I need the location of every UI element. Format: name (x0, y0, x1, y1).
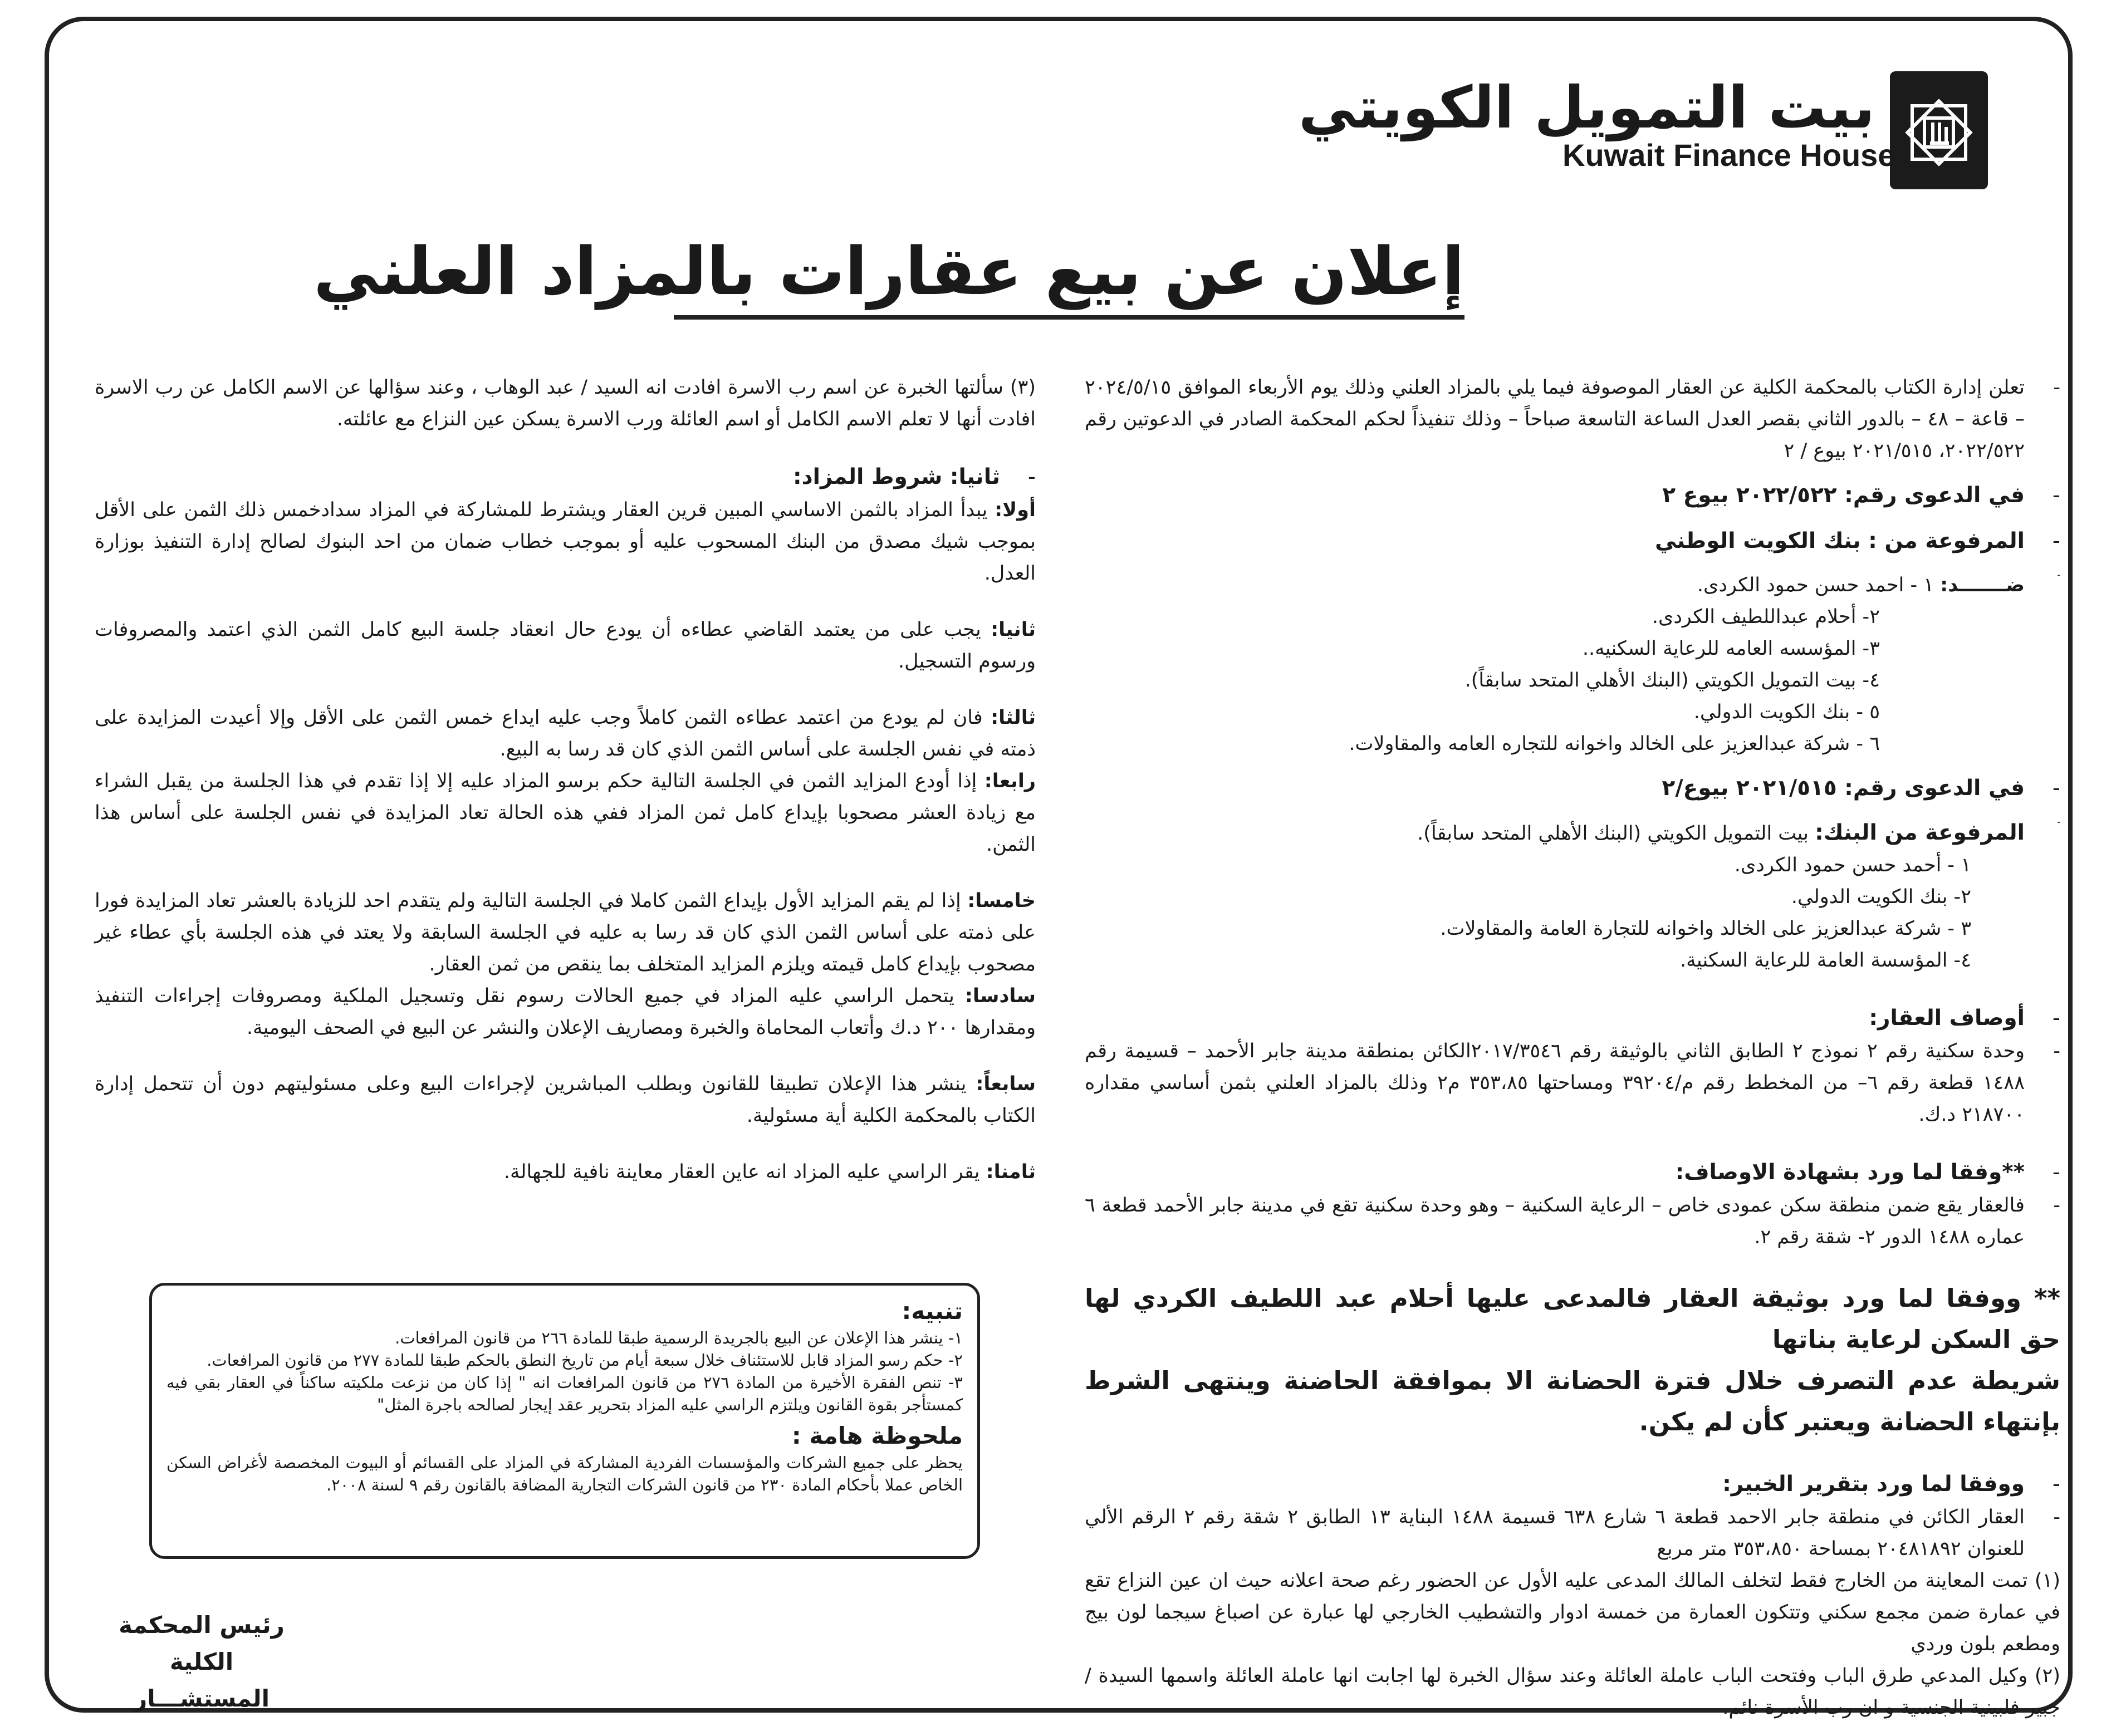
case2-plaintiff-label: المرفوعة من البنك: (1815, 820, 2025, 845)
list-item: ٣- المؤسسه العامه للرعاية السكنيه.. (1582, 637, 1880, 660)
expert-point-3: (٣) سألتها الخبرة عن اسم رب الاسرة افادت انه السيد / عبد الوهاب ، وعند سؤالها عن الاسم الكامل عن رب الاسرة افادت أنها لا تعلم الاسم الكامل أو اسم العائلة ورب الاسرة يسكن عين النزاع مع عائلته. (95, 376, 1036, 430)
notice-item: ٣- تنص الفقرة الأخيرة من المادة ٢٧٦ من قانون المرافعات انه " إذا كان من نزعت ملكيته ساكناً في العقار بقي فيه كمستأجر بقوة القانون ويلتزم الراسي عليه المزاد بتحرير عقد إيجار لصالحه باجرة المثل" (166, 1373, 963, 1414)
description-text: - وحدة سكنية رقم ٢ نموذج ٢ الطابق الثاني بالوثيقة رقم ٢٠١٧/٣٥٤٦الكائن بمنطقة مدينة جابر الأحمد – قسيمة رقم ١٤٨٨ قطعة رقم ٦– من المخطط رقم م/٣٩٢٠٤ ومساحتها ٣٥٣،٨٥ م٢ وذلك بالمزاد العلني بثمن أساسي مقداره ٢١٨٧٠٠ د.ك. (1085, 1036, 2060, 1131)
list-item: ٣ - شركة عبدالعزيز على الخالد واخوانه للتجارة العامة والمقاولات. (1440, 918, 1971, 940)
list-item: ٥ - بنك الكويت الدولي. (1693, 701, 1880, 723)
page-title: إعلان عن بيع عقارات بالمزاد العلني (314, 233, 1464, 310)
important-note-text: يحظر على جميع الشركات والمؤسسات الفردية المشاركة في المزاد على القسائم أو البيوت المخصصة لأغراض السكن الخاص عملا بأحكام المادة ٢٣٠ من قانون الشركات التجارية المضافة بالقانون رقم ٩ لسنة ٢٠٠٨. (166, 1453, 963, 1494)
expert-point-1: (١) تمت المعاينة من الخارج فقط لتخلف المالك المدعى عليه الأول عن الحضور رغم صحة اعلانه حيث ان عين النزاع تقع في عمارة ضمن مجمع سكني وتتكون العمارة من خمسة ادوار والتشطيب الخارجي لها عبارة عن اصباغ سيجما لون بيج ومطعم بلون وردي (1085, 1570, 2060, 1655)
list-item: ١ - أحمد حسن حمود الكردى. (1734, 854, 1971, 876)
list-item: ١ - احمد حسن حمود الكردى. (1697, 574, 1934, 596)
notice-box (149, 1283, 980, 1559)
list-item: ٦ - شركة عبدالعزيز على الخالد واخوانه للتجاره العامه والمقاولات. (1349, 733, 1880, 755)
signature-block (96, 1607, 307, 1717)
list-item: ٢- أحلام عبداللطيف الكردى. (1652, 606, 1880, 628)
brand-name-arabic: بيت التمويل الكويتي (1298, 73, 1875, 141)
case1-plaintiff: - المرفوعة من : بنك الكويت الوطني (1085, 524, 2060, 558)
certificate-heading: - **وفقا لما ورد بشهادة الاوصاف: (1085, 1155, 2060, 1190)
case1-number: - في الدعوى رقم: ٢٠٢٢/٥٢٢ بيوع ٢ (1085, 478, 2060, 513)
condition-1: أولا: يبدأ المزاد بالثمن الاساسي المبين قرين العقار ويشترط للمشاركة في المزاد سدادخمس ذلك الثمن على الأقل بموجب شيك مصدق من البنك المسحوب عليه أو بموجب خطاب ضمان من احد البنوك لصالح إدارة التنفيذ بوزارة العدل. (95, 499, 1036, 585)
signature-title: رئيس المحكمة الكلية (119, 1611, 285, 1675)
kfh-logo (1890, 71, 1988, 189)
intro-paragraph: - تعلن إدارة الكتاب بالمحكمة الكلية عن العقار الموصوفة فيما يلي بالمزاد العلني وذلك يوم الأربعاء الموافق ٢٠٢٤/٥/١٥ – قاعة – ٤٨ – بالدور الثاني بقصر العدل الساعة التاسعة صباحاً – وذلك تنفيذاً لحكم المحكمة الصادر في الدعوتين رقم ٢٠٢٢/٥٢٢، ٢٠٢١/٥١٥ بيوع / ٢ (1085, 372, 2060, 467)
title-underline (674, 315, 1464, 320)
notice-heading: تنبيه: (902, 1297, 963, 1325)
condition-6: سادسا: يتحمل الراسي عليه المزاد في جميع الحالات رسوم نقل وتسجيل الملكية ومصروفات إجراءات التنفيذ ومقدارها ٢٠٠ د.ك وأتعاب المحاماة والخبرة ومصاريف الإعلان والنشر عن البيع في الصحف اليومية. (95, 985, 1036, 1039)
case2-plaintiff-name: بيت التمويل الكويتي (البنك الأهلي المتحد سابقاً). (1417, 822, 1809, 845)
certificate-text: - فالعقار يقع ضمن منطقة سكن عمودى خاص – الرعاية السكنية – وهو وحدة سكنية تقع في مدينة جابر الأحمد قطعة ٦ عماره ١٤٨٨ الدور ٢- شقة رقم ٢. (1085, 1190, 2060, 1253)
condition-2: ثانيا: يجب على من يعتمد القاضي عطاءه أن يودع حال انعقاد جلسة البيع كامل الثمن الذي اعتمد والمصروفات ورسوم التسجيل. (95, 619, 1036, 673)
right-column (1085, 372, 2060, 1724)
condition-7: سابعاً: ينشر هذا الإعلان تطبيقا للقانون وبطلب المباشرين لإجراءات البيع وعلى مسئوليتهم دون أن تتحمل إدارة الكتاب بالمحكمة الكلية أية مسئولية. (95, 1073, 1036, 1127)
notice-item: ٢- حكم رسو المزاد قابل للاستئناف خلال سبعة أيام من تاريخ النطق بالحكم طبقا للمادة ٢٧٧ من قانون المرافعات. (207, 1351, 963, 1370)
condition-8: ثامنا: يقر الراسي عليه المزاد انه عاين العقار معاينة نافية للجهالة. (503, 1161, 1036, 1183)
notice-item: ١- ينشر هذا الإعلان عن البيع بالجريدة الرسمية طبقا للمادة ٢٦٦ من قانون المرافعات. (395, 1328, 963, 1347)
condition-4: رابعا: إذا أودع المزايد الثمن في الجلسة التالية حكم برسو المزاد عليه إلا إذا تقدم في هذا الجلسة من يقبل الشراء مع زيادة العشر مصحوبا بإيداع كامل ثمن المزاد ففي هذه الحالة تعاد المزايدة في نفس الجلسة على أساس هذا الثمن. (95, 770, 1036, 856)
important-note-heading: ملحوظة هامة : (791, 1422, 963, 1449)
deed-notice: ** ووفقا لما ورد بوثيقة العقار فالمدعى عليها أحلام عبد اللطيف الكردي لها حق السكن لرعاية بناتها (1085, 1283, 2060, 1354)
condition-5: خامسا: إذا لم يقم المزايد الأول بإيداع الثمن كاملا في الجلسة التالية ولم يتقدم احد للزيادة بالعشر تعاد المزايدة فورا على ذمته على أساس الثمن الذي كان قد رسا به عليه في الجلسة السابقة ولا يعتد في هذه الجلسة بأي عطاء غير مصحوب بإيداع كامل قيمته ويلزم المزايد المتخلف بما ينقص من ثمن العقار. (95, 890, 1036, 975)
description-heading: - أوصاف العقار: (1085, 1001, 2060, 1036)
list-item: ٢- بنك الكويت الدولي. (1791, 886, 1971, 908)
condition-3: ثالثا: فان لم يودع من اعتمد عطاءه الثمن كاملاً وجب عليه ايداع خمس الثمن على الأقل وإلا أعيدت المزايدة على ذمته في نفس الجلسة على أساس الثمن الذي كان قد رسا به البيع. (95, 707, 1036, 761)
case2-number: - في الدعوى رقم: ٢٠٢١/٥١٥ بيوع/٢ (1085, 771, 2060, 806)
against-label: ضـــــــد: (1940, 574, 2025, 596)
deed-condition: شريطة عدم التصرف خلال فترة الحضانة الا بموافقة الحاضنة وينتهى الشرط بإنتهاء الحضانة ويعتبر كأن لم يكن. (1085, 1366, 2060, 1436)
expert-heading: - ووفقا لما ورد بتقرير الخبير: (1085, 1467, 2060, 1502)
signature-role: المستشـــار (134, 1685, 270, 1712)
conditions-heading: - ثانيا: شروط المزاد: (95, 460, 1036, 494)
case1-defendants (1085, 570, 2060, 760)
brand-name-english: Kuwait Finance House (1562, 138, 1895, 173)
list-item: ٤- بيت التمويل الكويتي (البنك الأهلي المتحد سابقاً). (1464, 669, 1880, 692)
left-column (95, 372, 1036, 1188)
expert-point-2: (٢) وكيل المدعي طرق الباب وفتحت الباب عاملة العائلة وعند سؤال الخبرة لها اجابت انها عاملة العائلة واسمها السيدة / جبير فلبينية الجنسية و ان رب الأسرة نائم. (1085, 1665, 2060, 1719)
list-item: ٤- المؤسسة العامة للرعاية السكنية. (1680, 949, 1971, 972)
case2-plaintiff (1085, 817, 2060, 977)
expert-text: - العقار الكائن في منطقة جابر الاحمد قطعة ٦ شارع ٦٣٨ قسيمة ١٤٨٨ البناية ١٣ الطابق ٢ شقة رقم ٢ الرقم الألي للعنوان ٢٠٤٨١٨٩٢ بمساحة ٣٥٣،٨٥٠ متر مربع (1085, 1502, 2060, 1565)
kfh-logo-icon (1900, 94, 1978, 171)
